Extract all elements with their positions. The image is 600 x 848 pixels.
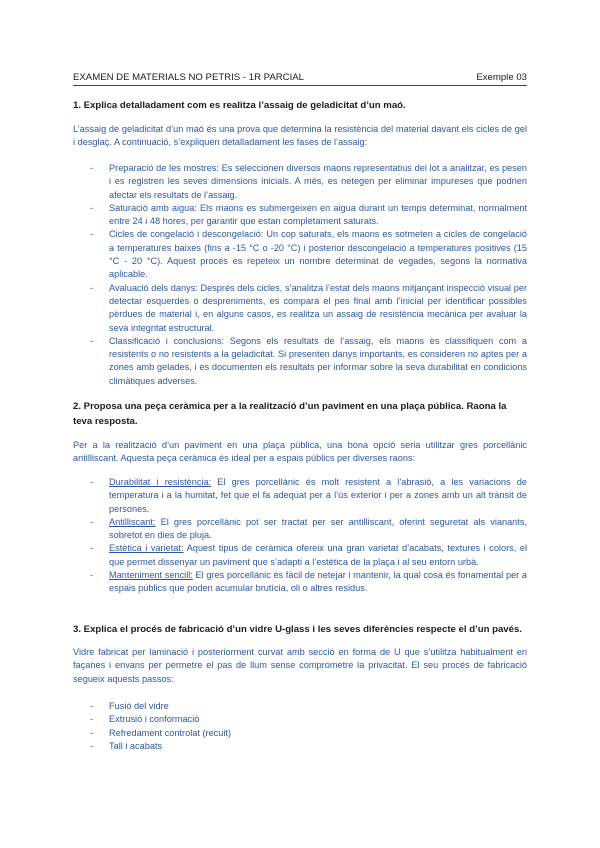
list-item: - Fusió del vidre — [73, 700, 527, 713]
term-text: Aquest tipus de ceràmica ofereix una gran varietat d’acabats, textures i colors, el que permet dissenyar un paviment que s’adapti a l’estètica de la plaça i al seu entorn urbà. — [109, 543, 527, 567]
answer-2-list — [73, 476, 527, 596]
term-text: El gres porcellànic és fàcil de netejar i mantenir, la qual cosa és fonamental per a espais públics que poden acumular brutícia, oli o altres residus. — [109, 570, 527, 594]
question-1-title: 1. Explica detalladament com es realitza l’assaig de geladicitat d’un maó. — [73, 100, 406, 111]
question-2-title: 2. Proposa una peça ceràmica per a la realització d’un paviment en una plaça pública. Raona la teva resposta. — [73, 401, 507, 427]
list-item: - Refredament controlat (recuit) — [73, 727, 527, 740]
list-item — [73, 476, 527, 516]
list-item: - Saturació amb aigua: Els maons es submergeixen en aigua durant un temps determinat, normalment entre 24 i 48 hores, per garantir que estan completament saturats. — [73, 202, 527, 229]
list-item: - Classificació i conclusions: Segons els resultats de l’assaig, els maons es classifiquen com a resistents o no resistents a la geladicitat. Si presenten danys importants, es consideren no aptes per a zones amb gelades, i es documenten els resultats per informar sobre la seva durabilitat en condicions climàtiques adverses. — [73, 335, 527, 388]
term-text: El gres porcellànic pot ser tractat per ser antilliscant, oferint seguretat als vianants, sobretot en dies de pluja. — [109, 516, 527, 541]
answer-3-list — [73, 700, 527, 753]
page-header — [73, 72, 527, 86]
list-item — [73, 542, 527, 569]
term-label: Antilliscant: — [109, 516, 156, 527]
list-item: - Extrusió i conformació — [73, 713, 527, 726]
example-label: Exemple 03 — [476, 72, 527, 83]
list-item — [73, 569, 527, 596]
exam-title: EXAMEN DE MATERIALS NO PETRIS - 1R PARCIAL — [73, 72, 305, 83]
term-text: El gres porcellànic és molt resistent a l’abrasió, a les variacions de temperatura i a la humitat, fet que el fa adequat per a l’ús exterior i per a zones amb un alt trànsit de persones. — [109, 477, 527, 514]
question-3 — [73, 622, 527, 637]
list-item: - Preparació de les mostres: Es seleccionen diversos maons representatius del lot a analitzar, es pesen i es registren les seves dimensions inicials. A més, es netegen per eliminar impureses que podrien afectar els resultats de l’assaig. — [73, 162, 527, 202]
term-label: Manteniment sencill: — [109, 570, 193, 581]
term-label: Estètica i varietat: — [109, 543, 184, 554]
list-item: - Tall i acabats — [73, 740, 527, 753]
answer-1-list — [73, 162, 527, 388]
answer-1-intro: L’assaig de geladicitat d’un maó és una prova que determina la resistència del material davant els cicles de gel i desglaç. A continuació, s’expliquen detalladament les fases de l’assaig: — [73, 124, 527, 148]
question-3-title: 3. Explica el procés de fabricació d’un vidre U-glass i les seves diferències respecte el d’un pavés. — [73, 624, 522, 635]
term-label: Durabilitat i resistència: — [109, 477, 212, 487]
answer-3-intro: Vidre fabricat per laminació i posteriorment curvat amb secció en forma de U que s’utilitza habitualment en façanes i envans per permetre el pas de llum sense comprometre la privacitat. El seu procés de fabricació segueix aquests passos: — [73, 647, 527, 684]
question-2 — [73, 399, 527, 429]
list-item: - Cicles de congelació i descongelació: Un cop saturats, els maons es sotmeten a cicles de congelació a temperatures baixes (fins a -15 °C o -20 °C) i posterior descongelació a temperatures positives (15 °C - 20 °C). Aquest procés es repeteix un nombre determinat de vegades, segons la normativa aplicable. — [73, 228, 527, 281]
list-item: - Avaluació dels danys: Després dels cicles, s’analitza l’estat dels maons mitjançant inspecció visual per detectar esquerdes o despreniments, es compara el pes final amb l’inicial per identificar possibles pèrdues de material i, en alguns casos, es realitza un assaig de resistència mecànica per avaluar la seva integritat estructural. — [73, 282, 527, 335]
answer-2-intro: Per a la realització d’un paviment en una plaça pública, una bona opció seria utilitzar gres porcellànic antilliscant. Aquesta peça ceràmica és ideal per a espais públics per diverses raons: — [73, 440, 527, 464]
question-1 — [73, 98, 527, 113]
list-item — [73, 516, 527, 543]
